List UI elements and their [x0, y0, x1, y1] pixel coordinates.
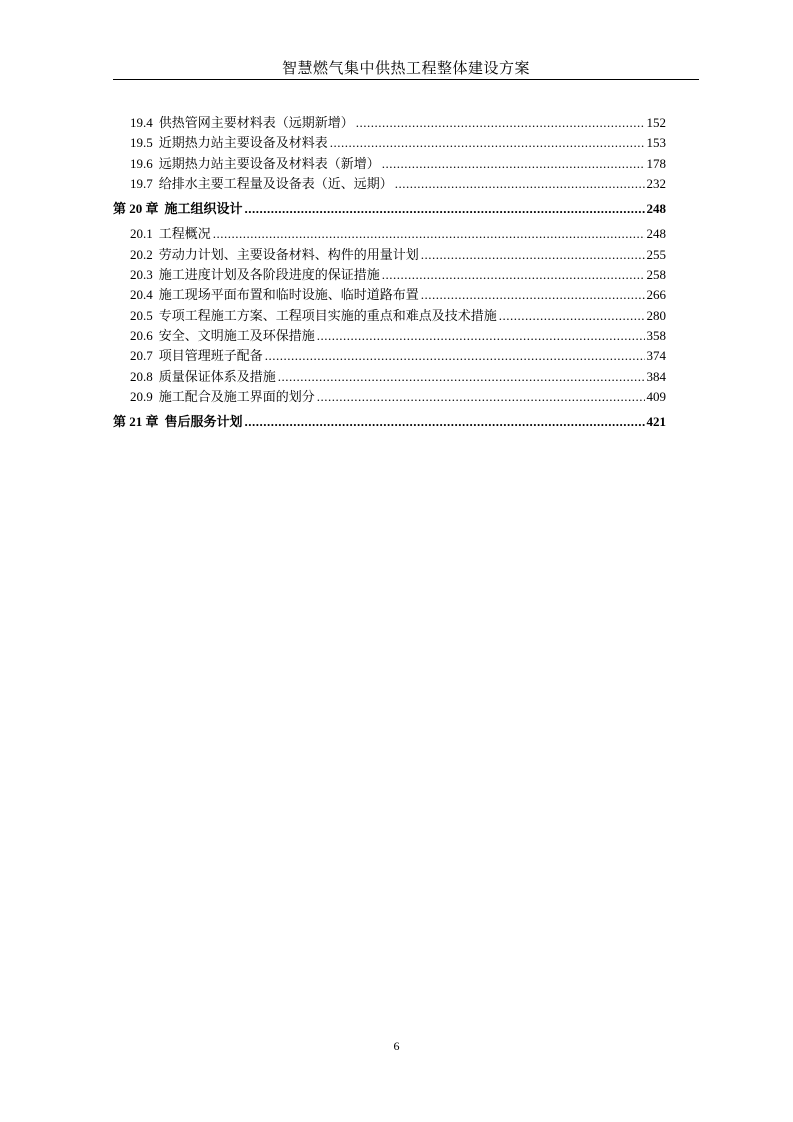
toc-entry-title: 施工现场平面布置和临时设施、临时道路布置 [158, 287, 419, 303]
toc-entry-number: 20.5 [130, 307, 153, 323]
toc-entry-page: 258 [646, 267, 666, 283]
toc-section-entry[interactable] [113, 174, 666, 194]
page-number: 6 [393, 1039, 400, 1053]
dot-leader [499, 306, 645, 326]
toc-entry-page: 374 [646, 348, 666, 364]
toc-entry-title: 劳动力计划、主要设备材料、构件的用量计划 [158, 246, 419, 262]
toc-entry-title: 供热管网主要材料表（远期新增） [158, 115, 354, 130]
toc-section-entry[interactable] [113, 306, 666, 326]
toc-entry-page: 409 [646, 388, 666, 404]
toc-entry-number: 20.8 [130, 368, 153, 384]
toc-entry-page: 358 [646, 327, 666, 343]
dot-leader [395, 174, 645, 194]
toc-entry-number: 20.1 [130, 226, 153, 242]
toc-section-entry[interactable] [113, 224, 666, 244]
toc-entry-title: 施工进度计划及各阶段进度的保证措施 [158, 267, 380, 283]
toc-entry-number: 19.7 [130, 175, 153, 191]
toc-section-entry[interactable] [113, 346, 666, 366]
toc-entry-title: 售后服务计划 [164, 414, 243, 430]
toc-entry-page: 280 [646, 307, 666, 323]
dot-leader [382, 265, 645, 285]
dot-leader [265, 346, 645, 366]
toc-entry-number: 19.4 [130, 115, 153, 130]
toc-entry-number: 20.3 [130, 267, 153, 283]
dot-leader [330, 133, 645, 153]
toc-section-entry[interactable] [113, 367, 666, 387]
toc-section-entry[interactable] [113, 245, 666, 265]
dot-leader [356, 113, 645, 133]
document-header-title: 智慧燃气集中供热工程整体建设方案 [281, 61, 530, 77]
toc-section-entry[interactable] [113, 133, 666, 153]
toc-entry-title: 给排水主要工程量及设备表（近、远期） [158, 175, 393, 191]
dot-leader [245, 412, 645, 432]
toc-entry-number: 20.6 [130, 327, 153, 343]
toc-entry-number: 20.9 [130, 388, 153, 404]
dot-leader [421, 245, 645, 265]
dot-leader [421, 285, 645, 305]
dot-leader [213, 224, 645, 244]
toc-entry-number: 20.2 [130, 246, 153, 262]
toc-entry-title: 施工组织设计 [164, 201, 243, 217]
toc-section-entry[interactable] [113, 387, 666, 407]
toc-section-entry[interactable] [113, 326, 666, 346]
toc-entry-page: 248 [646, 226, 666, 242]
toc-entry-page: 248 [646, 201, 666, 217]
toc-chapter-entry[interactable] [113, 412, 666, 432]
toc-entry-title: 项目管理班子配备 [158, 348, 263, 364]
dot-leader [317, 326, 645, 346]
toc-section-entry[interactable] [113, 285, 666, 305]
toc-entry-title: 施工配合及施工界面的划分 [158, 388, 315, 404]
dot-leader [245, 199, 645, 219]
toc-entry-number: 19.6 [130, 155, 153, 171]
toc-entry-page: 421 [646, 414, 666, 430]
toc-entry-number: 20.7 [130, 348, 153, 364]
toc-entry-page: 152 [646, 115, 666, 130]
toc-entry-number: 第 21 章 [113, 414, 159, 430]
toc-entry-number: 20.4 [130, 287, 153, 303]
table-of-contents [113, 113, 666, 437]
toc-entry-title: 近期热力站主要设备及材料表 [158, 135, 328, 151]
toc-chapter-entry[interactable] [113, 199, 666, 219]
toc-entry-number: 19.5 [130, 135, 153, 151]
toc-entry-page: 255 [646, 246, 666, 262]
toc-entry-title: 质量保证体系及措施 [158, 368, 276, 384]
toc-entry-title: 专项工程施工方案、工程项目实施的重点和难点及技术措施 [158, 307, 497, 323]
toc-entry-number: 第 20 章 [113, 201, 159, 217]
toc-section-entry[interactable] [113, 154, 666, 174]
dot-leader [317, 387, 645, 407]
toc-entry-page: 232 [646, 175, 666, 191]
toc-entry-title: 远期热力站主要设备及材料表（新增） [158, 155, 380, 171]
toc-entry-page: 153 [646, 135, 666, 151]
toc-entry-page: 178 [646, 155, 666, 171]
header-divider [113, 79, 699, 80]
toc-section-entry[interactable] [113, 265, 666, 285]
toc-entry-page: 384 [646, 368, 666, 384]
toc-entry-page: 266 [646, 287, 666, 303]
dot-leader [382, 154, 645, 174]
toc-entry-title: 工程概况 [158, 226, 211, 242]
dot-leader [278, 367, 645, 387]
toc-section-entry[interactable] [113, 113, 666, 133]
toc-entry-title: 安全、文明施工及环保措施 [158, 327, 315, 343]
